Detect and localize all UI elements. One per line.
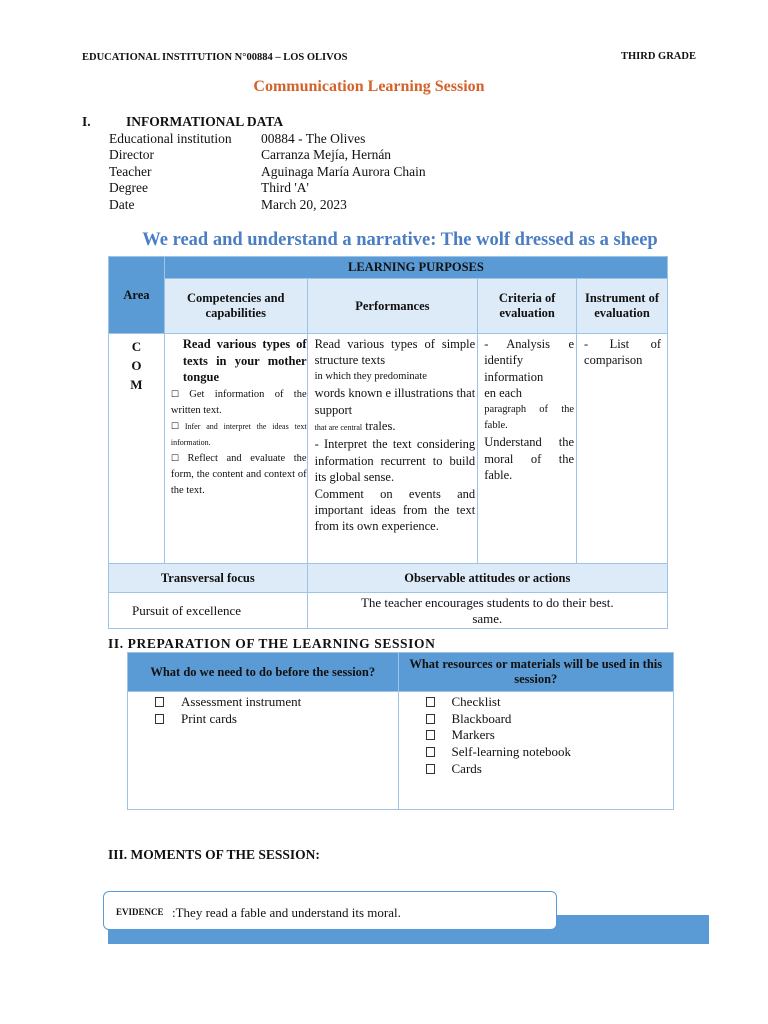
prep-col2-header: What resources or materials will be used in this session? (398, 653, 674, 692)
area-cell (109, 334, 165, 564)
criteria-cell (478, 334, 577, 564)
narrative-title: We read and understand a narrative: The wolf dressed as a sheep (142, 230, 658, 250)
instrument-text: - List of comparison (584, 337, 661, 368)
checkbox-icon: ☐ (170, 421, 179, 432)
attitudes-header: Observable attitudes or actions (307, 564, 667, 593)
checkbox-icon (426, 697, 435, 707)
list-item: Markers (426, 727, 674, 744)
instrument-cell (577, 334, 668, 564)
info-row (109, 164, 426, 180)
learning-purposes-table (108, 256, 668, 629)
competency-title: Read various types of texts in your mother tongue (182, 337, 307, 384)
info-value: Carranza Mejía, Hernán (261, 147, 392, 163)
checkbox-icon (155, 714, 164, 724)
document-title: Communication Learning Session (253, 78, 485, 95)
criteria-text: Understand the moral of the fable. (484, 435, 575, 483)
checkbox-icon: ☐ (170, 453, 179, 464)
prep-col1-header: What do we need to do before the session? (128, 653, 399, 692)
evidence-label: EVIDENCE (116, 907, 164, 917)
info-label: Date (109, 196, 135, 212)
area-letter: M (130, 377, 143, 392)
capability-item: ☐ Infer and interpret the ideas text information. (170, 421, 307, 447)
performances-header: Performances (307, 279, 478, 334)
performance-text: Read various types of simple structure texts (314, 337, 476, 368)
competencies-header: Competencies and capabilities (164, 279, 307, 334)
checkbox-icon (426, 730, 435, 740)
attitude-value: The teacher encourages students to do their best. same. (307, 593, 667, 629)
criteria-text: paragraph of the fable. (484, 403, 575, 432)
performance-text: that are central trales. (314, 419, 396, 434)
transversal-focus-value: Pursuit of excellence (109, 593, 308, 629)
checkbox-icon (426, 747, 435, 757)
criteria-header: Criteria of evaluation (478, 279, 577, 334)
evidence-text: :They read a fable and understand its moral. (172, 905, 401, 920)
info-row (109, 147, 426, 163)
info-value: March 20, 2023 (261, 196, 347, 212)
checkbox-icon (155, 697, 164, 707)
section3-title: III. MOMENTS OF THE SESSION: (108, 847, 320, 862)
checkbox-icon (426, 764, 435, 774)
list-item: Checklist (426, 694, 674, 711)
area-letter: O (131, 358, 142, 373)
institution-header: EDUCATIONAL INSTITUTION N°00884 – LOS OLIVOS (82, 52, 348, 63)
competencies-cell (164, 334, 307, 564)
info-label: Teacher (109, 163, 152, 179)
info-row (109, 197, 426, 213)
list-item: Self-learning notebook (426, 744, 674, 761)
list-item: Print cards (155, 711, 398, 728)
criteria-text: - Analysis e identify information (484, 337, 575, 384)
learning-purposes-title: LEARNING PURPOSES (164, 257, 667, 279)
performance-text: words known e illustrations that support (314, 386, 476, 417)
section1-title: INFORMATIONAL DATA (126, 114, 284, 129)
evidence-box (103, 891, 557, 930)
checkbox-icon: ☐ (170, 389, 179, 400)
transversal-focus-header: Transversal focus (109, 564, 308, 593)
info-value: Aguinaga María Aurora Chain (261, 163, 426, 179)
performances-cell (307, 334, 478, 564)
info-label: Degree (109, 180, 148, 196)
instrument-header: Instrument of evaluation (577, 279, 668, 334)
performance-text: - Interpret the text considering information recurrent to build its global sense. (314, 437, 476, 485)
capability-item: ☐ Reflect and evaluate the form, the content and context of the text. (170, 452, 307, 496)
list-item: Assessment instrument (155, 694, 398, 711)
section1-number: I. (82, 114, 91, 129)
area-letter: C (131, 339, 142, 354)
list-item: Cards (426, 760, 674, 777)
performance-text: Comment on events and important ideas from the text from its own experience. (314, 486, 476, 534)
performance-text: in which they predominate (314, 370, 427, 382)
prep-col1-cell (128, 692, 399, 810)
list-item: Blackboard (426, 711, 674, 728)
info-row (109, 131, 426, 147)
info-label: Educational institution (109, 131, 232, 146)
grade-header: THIRD GRADE (621, 51, 696, 62)
preparation-table (127, 652, 674, 810)
area-header: Area (109, 257, 165, 334)
prep-col2-cell (398, 692, 674, 810)
section2-title: II. PREPARATION OF THE LEARNING SESSION (108, 636, 436, 651)
info-value: 00884 - The Olives (261, 131, 366, 146)
capability-item: ☐ Get information of the written text. (170, 388, 307, 416)
checkbox-icon (426, 714, 435, 724)
info-label: Director (109, 147, 154, 163)
criteria-text: en each (484, 386, 523, 401)
informational-data-list (109, 131, 426, 213)
info-row (109, 180, 426, 196)
info-value: Third 'A' (261, 180, 309, 196)
